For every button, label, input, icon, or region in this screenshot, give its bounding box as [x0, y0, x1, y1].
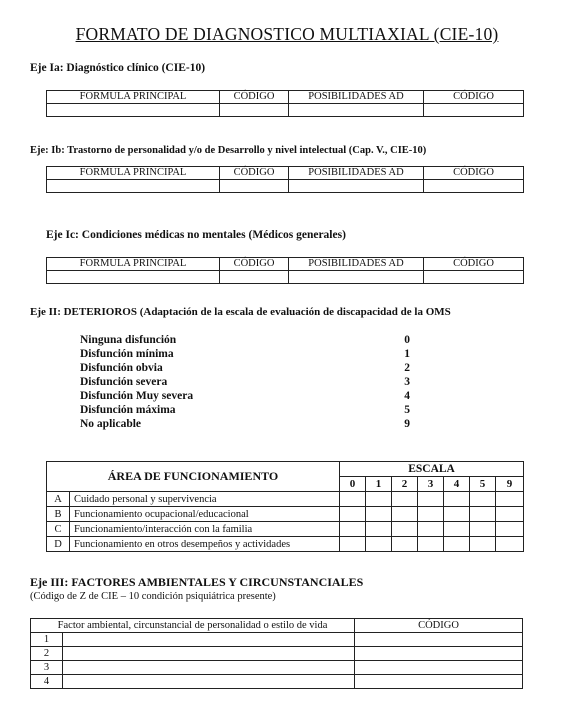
list-item: [80, 389, 410, 403]
table-row: [47, 271, 524, 284]
score-cell[interactable]: [444, 522, 470, 537]
axis-ii-heading-normal: Adaptación de la escala de evaluación de discapacidad de la OMS: [143, 306, 451, 318]
row-index: 3: [31, 661, 63, 675]
scale-3: 3: [418, 477, 444, 492]
col-codigo: CÓDIGO: [220, 167, 289, 180]
table-row: [31, 675, 523, 689]
score-cell[interactable]: [444, 492, 470, 507]
score-cell[interactable]: [496, 507, 524, 522]
col-factor: Factor ambiental, circunstancial de personalidad o estilo de vida: [31, 619, 355, 633]
list-item: [80, 375, 410, 389]
row-letter: B: [47, 507, 70, 522]
row-index: 4: [31, 675, 63, 689]
scale-9: 9: [496, 477, 524, 492]
score-cell[interactable]: [366, 537, 392, 552]
functioning-area-table: [46, 461, 524, 552]
table-row: [47, 180, 524, 193]
list-item: [80, 347, 410, 361]
header-scale: ESCALA: [340, 462, 524, 477]
score-cell[interactable]: [392, 492, 418, 507]
cell-input[interactable]: [424, 271, 524, 284]
score-cell[interactable]: [496, 492, 524, 507]
table-header-row: [47, 91, 524, 104]
cell-input[interactable]: [47, 271, 220, 284]
scale-value: 1: [404, 348, 410, 360]
table-row: [47, 522, 524, 537]
axis-ia-table: [46, 90, 524, 117]
cell-input[interactable]: [47, 104, 220, 117]
cell-input[interactable]: [424, 104, 524, 117]
col-formula-principal: FORMULA PRINCIPAL: [47, 258, 220, 271]
col-formula-principal: FORMULA PRINCIPAL: [47, 91, 220, 104]
score-cell[interactable]: [340, 537, 366, 552]
axis-ia-heading: Eje Ia: Diagnóstico clínico (CIE-10): [30, 62, 206, 74]
score-cell[interactable]: [340, 507, 366, 522]
score-cell[interactable]: [366, 507, 392, 522]
scale-value: 3: [404, 376, 410, 388]
col-formula-principal: FORMULA PRINCIPAL: [47, 167, 220, 180]
disfunction-scale-list: [80, 333, 410, 431]
list-item: [80, 417, 410, 431]
score-cell[interactable]: [418, 537, 444, 552]
cell-input[interactable]: [220, 180, 289, 193]
table-header-row: [47, 258, 524, 271]
scale-label: Disfunción obvia: [80, 362, 163, 374]
score-cell[interactable]: [496, 537, 524, 552]
code-cell[interactable]: [355, 675, 523, 689]
factor-cell[interactable]: [63, 633, 355, 647]
col-codigo-2: CÓDIGO: [424, 91, 524, 104]
axis-iii-subnote: (Código de Z de CIE – 10 condición psiquiátrica presente): [30, 591, 276, 602]
factor-cell[interactable]: [63, 647, 355, 661]
score-cell[interactable]: [470, 522, 496, 537]
col-codigo-2: CÓDIGO: [424, 258, 524, 271]
table-row: [31, 661, 523, 675]
axis-ic-table: [46, 257, 524, 284]
row-letter: C: [47, 522, 70, 537]
cell-input[interactable]: [220, 104, 289, 117]
scale-label: Disfunción Muy severa: [80, 390, 194, 402]
list-item: [80, 333, 410, 347]
axis-iii-heading: Eje III: FACTORES AMBIENTALES Y CIRCUNSTANCIALES: [30, 575, 364, 589]
header-area: ÁREA DE FUNCIONAMIENTO: [47, 462, 340, 492]
factor-cell[interactable]: [63, 661, 355, 675]
document-title: FORMATO DE DIAGNOSTICO MULTIAXIAL (CIE-10): [75, 24, 499, 44]
scale-value: 0: [404, 334, 410, 346]
score-cell[interactable]: [470, 507, 496, 522]
axis-ii-heading: [30, 306, 451, 318]
list-item: [80, 361, 410, 375]
col-posibilidades: POSIBILIDADES AD: [289, 258, 424, 271]
scale-0: 0: [340, 477, 366, 492]
score-cell[interactable]: [418, 507, 444, 522]
scale-1: 1: [366, 477, 392, 492]
col-codigo: CÓDIGO: [220, 91, 289, 104]
score-cell[interactable]: [418, 522, 444, 537]
table-row: [31, 647, 523, 661]
scale-label: Ninguna disfunción: [80, 334, 177, 346]
row-label: Funcionamiento ocupacional/educacional: [70, 507, 340, 522]
scale-value: 2: [404, 362, 410, 374]
score-cell[interactable]: [392, 522, 418, 537]
row-index: 2: [31, 647, 63, 661]
score-cell[interactable]: [392, 507, 418, 522]
row-label: Funcionamiento/interacción con la familia: [70, 522, 340, 537]
table-row: [47, 492, 524, 507]
table-header-row: [47, 462, 524, 477]
score-cell[interactable]: [340, 522, 366, 537]
score-cell[interactable]: [444, 537, 470, 552]
scale-5: 5: [470, 477, 496, 492]
col-posibilidades: POSIBILIDADES AD: [289, 91, 424, 104]
row-letter: D: [47, 537, 70, 552]
scale-4: 4: [444, 477, 470, 492]
scale-label: No aplicable: [80, 418, 142, 430]
row-label: Funcionamiento en otros desempeños y actividades: [70, 537, 340, 552]
cell-input[interactable]: [47, 180, 220, 193]
score-cell[interactable]: [470, 537, 496, 552]
scale-value: 5: [404, 404, 410, 416]
scale-label: Disfunción severa: [80, 376, 168, 388]
row-index: 1: [31, 633, 63, 647]
scale-label: Disfunción mínima: [80, 348, 174, 360]
axis-ii-heading-bold: Eje II: DETERIOROS (: [30, 306, 144, 318]
row-label: Cuidado personal y supervivencia: [70, 492, 340, 507]
factor-cell[interactable]: [63, 675, 355, 689]
score-cell[interactable]: [470, 492, 496, 507]
table-row: [47, 104, 524, 117]
table-row: [31, 633, 523, 647]
col-codigo-2: CÓDIGO: [424, 167, 524, 180]
code-cell[interactable]: [355, 647, 523, 661]
row-letter: A: [47, 492, 70, 507]
table-header-row: [31, 619, 523, 633]
col-codigo: CÓDIGO: [355, 619, 523, 633]
score-cell[interactable]: [340, 492, 366, 507]
axis-ib-table: [46, 166, 524, 193]
cell-input[interactable]: [424, 180, 524, 193]
cell-input[interactable]: [220, 271, 289, 284]
code-cell[interactable]: [355, 633, 523, 647]
table-row: [47, 507, 524, 522]
axis-ic-heading: Eje Ic: Condiciones médicas no mentales (Médicos generales): [46, 229, 346, 241]
scale-label: Disfunción máxima: [80, 404, 176, 416]
list-item: [80, 403, 410, 417]
cell-input[interactable]: [289, 271, 424, 284]
axis-ib-heading: Eje: Ib: Trastorno de personalidad y/o de Desarrollo y nivel intelectual (Cap. V., CIE-10): [30, 145, 427, 156]
score-cell[interactable]: [392, 537, 418, 552]
score-cell[interactable]: [418, 492, 444, 507]
cell-input[interactable]: [289, 180, 424, 193]
score-cell[interactable]: [366, 492, 392, 507]
cell-input[interactable]: [289, 104, 424, 117]
col-posibilidades: POSIBILIDADES AD: [289, 167, 424, 180]
code-cell[interactable]: [355, 661, 523, 675]
score-cell[interactable]: [366, 522, 392, 537]
score-cell[interactable]: [496, 522, 524, 537]
col-codigo: CÓDIGO: [220, 258, 289, 271]
scale-value: 9: [404, 418, 410, 430]
table-header-row: [47, 167, 524, 180]
factors-table: [30, 618, 523, 689]
scale-value: 4: [404, 390, 410, 402]
table-row: [47, 537, 524, 552]
scale-2: 2: [392, 477, 418, 492]
score-cell[interactable]: [444, 507, 470, 522]
